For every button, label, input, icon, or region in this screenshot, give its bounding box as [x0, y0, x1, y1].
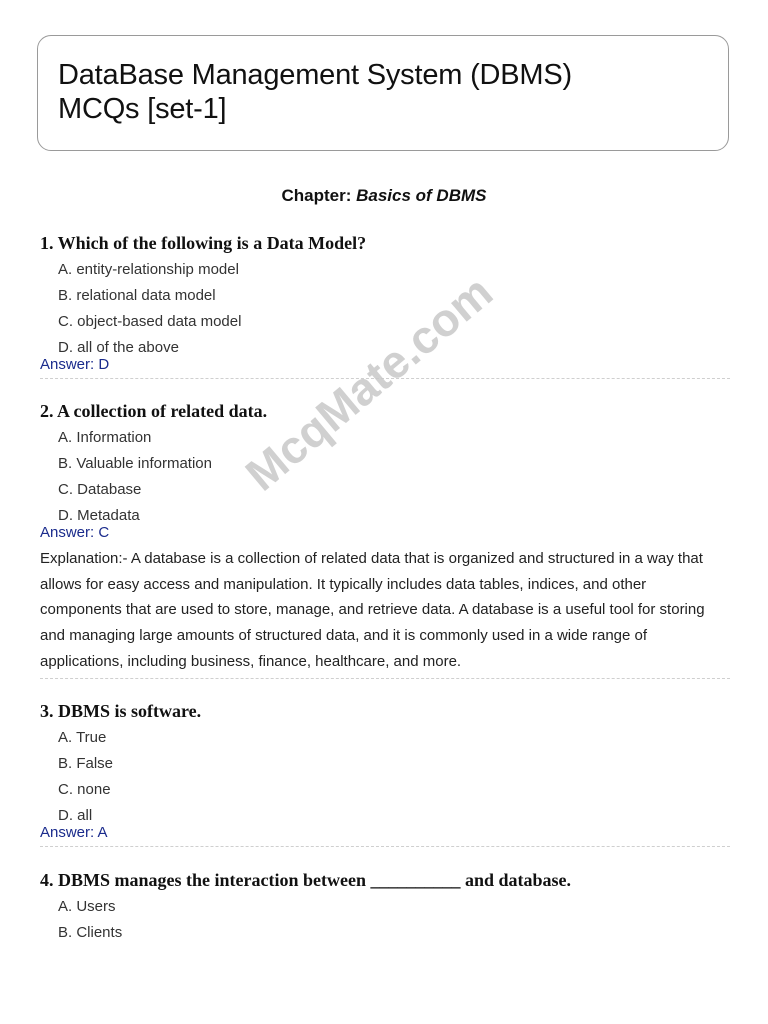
option: D. all of the above [58, 339, 179, 356]
option: A. Information [58, 429, 152, 446]
option: A. True [58, 729, 107, 746]
question-title: 4. DBMS manages the interaction between __________ and database. [40, 870, 571, 890]
question-4 [40, 869, 730, 949]
question-1 [40, 232, 730, 374]
answer: Answer: D [40, 356, 110, 373]
option: C. Database [58, 481, 142, 498]
option: B. Valuable information [58, 455, 212, 472]
question-2 [40, 400, 730, 675]
option: A. Users [58, 898, 116, 915]
option: B. Clients [58, 924, 123, 941]
option: B. False [58, 755, 114, 772]
option: B. relational data model [58, 287, 216, 304]
watermark: McqMate.com [235, 265, 503, 501]
divider [40, 678, 730, 679]
chapter-name: Basics of DBMS [356, 186, 487, 205]
option: D. Metadata [58, 507, 140, 524]
chapter-label: Chapter: [281, 186, 352, 205]
question-title: 2. A collection of related data. [40, 401, 268, 421]
chapter-heading [0, 186, 768, 206]
option: C. none [58, 781, 111, 798]
page-title-line-1: DataBase Management System (DBMS) [58, 59, 572, 91]
explanation: Explanation:- A database is a collection of related data that is organized and structured in a way that allows for easy access and manipulation. It typically includes data tables, indices, and other components that are used to store, manage, and retrieve data. A database is a useful tool for storing and managing large amounts of structured data, and it is commonly used in a wide range of applications, including business, finance, healthcare, and more. [40, 550, 705, 670]
divider [40, 378, 730, 379]
option: C. object-based data model [58, 313, 242, 330]
answer: Answer: C [40, 524, 110, 541]
option: A. entity-relationship model [58, 261, 239, 278]
question-3 [40, 700, 730, 842]
option: D. all [58, 807, 93, 824]
title-box [37, 35, 729, 151]
page-title-line-2: MCQs [set-1] [58, 93, 227, 125]
answer: Answer: A [40, 824, 108, 841]
question-title: 1. Which of the following is a Data Model? [40, 233, 367, 253]
divider [40, 846, 730, 847]
question-title: 3. DBMS is software. [40, 701, 202, 721]
